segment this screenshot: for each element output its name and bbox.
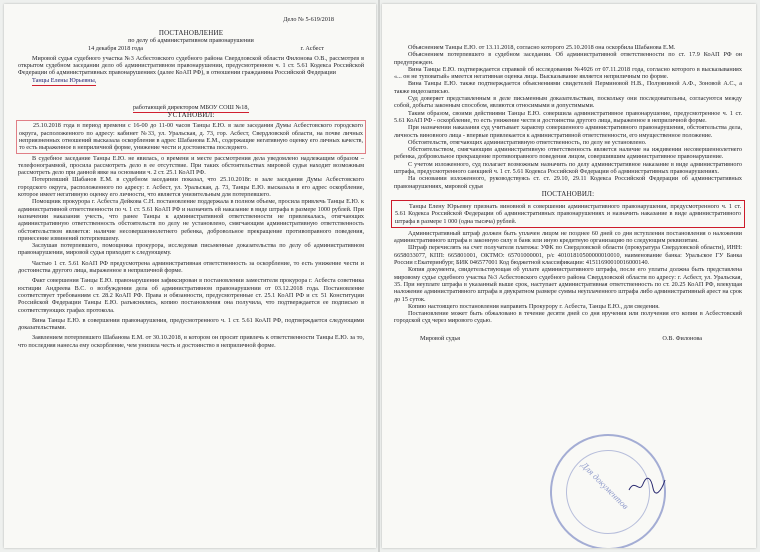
- defendant-name-text: Танцы Елены Юрьевны,: [32, 76, 97, 84]
- judge-signature-icon: [627, 474, 667, 496]
- court-stamp-text: Для документов: [579, 460, 631, 512]
- body-paragraph: Объяснением Танцы Е.Ю. от 13.11.2018, согласно которого 25.10.2018 она оскорбила Шабанова Е.М.: [408, 44, 676, 51]
- body-paragraph: Помощник прокурора г. Асбеста Дейкова С.Н. постановление поддержала в полном объеме, просила привлечь Танцы Е.Ю. к административной ответственности по ч. 1 ст. 5.61 КоАП РФ и назначить ей наказание в виде штрафа в размере 1000 рублей. При назначении наказания учесть, что ранее Танцы к административной ответственности не привлекалась, отягчающих административную ответственность обстоятельств по делу не установлено, смягчающим административную ответственность обстоятельством является: наличие несовершеннолетнего ребенка, добровольное прекращение противоправного поведения, принесение извинений потерпевшему.: [18, 198, 364, 242]
- body-paragraph: С учетом изложенного, суд полагает возможным назначить по делу административное наказание в виде административного штрафа, предусмотренного санкцией ч. 1 ст. 5.61 Кодекса Российской Федерации об административных правонарушениях.: [394, 160, 742, 176]
- body-paragraph: Заявлением потерпевшего Шабанова Е.М. от 30.10.2018, в котором он просит привлечь к ответственности Танцы Е.Ю. за то, что последняя нанесла ему оскорбление, чем унизила честь и достоинство в неприличной форме.: [18, 334, 364, 349]
- body-paragraph: В судебное заседание Танцы Е.Ю. не явилась, о времени и месте рассмотрения дела уведомлено надлежащим образом – телефонограммой, просила рассмотреть дело в ее отсутствие. При таких обстоятельствах мировой судья находит возможным рассмотреть дело при данной явке на основании ч. 2 ст. 25.1 КоАП РФ.: [18, 154, 364, 177]
- body-paragraph: Таким образом, своими действиями Танцы Е.Ю. совершила административное правонарушение, предусмотренное ч. 1 ст. 5.61 КоАП РФ - оскорбление, то есть унижение чести и достоинства другого лица, выраженное в неприличной форме.: [394, 109, 742, 124]
- body-paragraph: На основании изложенного, руководствуясь ст. ст. 29.10, 29.11 Кодекса Российской Федерации об административных правонарушениях, мировой судья: [394, 175, 742, 190]
- body-paragraph: Вина Танцы Е.Ю. подтверждается справкой об исследовании №4926 от 07.11.2018 года, согласно которого в высказываниях «... он не туповатый» имеется негативная оценка лица. Высказывание является неприличным по форме.: [394, 65, 742, 81]
- decision-place: г. Асбест: [300, 44, 324, 52]
- body-paragraph: Вина Танцы Е.Ю. в совершении правонарушения, предусмотренного ч. 1 ст. 5.61 КоАП РФ, подтверждается следующими доказательствами.: [18, 316, 364, 332]
- left-page: [4, 4, 376, 548]
- body-paragraph: Обстоятельств, отягчающих административную ответственность, по делу не установлено.: [408, 138, 647, 146]
- signature-row: [394, 335, 742, 342]
- body-paragraph: Копию настоящего постановления направить Прокурору г. Асбеста, Танцы Е.Ю., для сведения.: [408, 302, 660, 310]
- body-paragraph: Факт совершения Танцы Е.Ю. правонарушения зафиксирован в постановлении заместителя прокурора г. Асбеста советника юстиции Андреева В.С. о возбуждении дела об административном правонарушении от 03.12.2018 года. Постановление соответствует требованиям ст. 28.2 КоАП РФ. Права и обязанности, предусмотренные ст. 25.1 КоАП РФ и ст. 51 Конституции Российской Федерации Танцы Е.Ю. разъяснялись, копию постановления она получила, что подтверждается ее подписью в соответствующих графах протокола.: [18, 277, 364, 314]
- body-paragraph: Потерпевший Шабанов Е.М. в судебном заседании показал, что 25.10.2018г. в зале заседания Думы Асбестовского городского округа, расположенного по адресу: г. Асбест, ул. Уральская, д. 73, Танцы Е.Ю. высказала в его адрес оскорбление, которое имеет негативную оценку его личности, что является унизительным для потерпевшего.: [18, 176, 364, 199]
- body-paragraph: Постановление может быть обжаловано в течение десяти дней со дня вручения или получения его копии в Асбестовский городской суд через мирового судью.: [394, 310, 742, 325]
- right-page: [382, 4, 756, 548]
- defendant-name: [18, 77, 364, 84]
- date-place-row: [18, 45, 364, 52]
- offence-paragraph-box: [16, 120, 366, 153]
- verdict-paragraph: Танцы Елену Юрьевну признать виновной в совершении административного правонарушения, предусмотренного ч. 1 ст. 5.61 Кодекса Российской Федерации об административных правонарушениях и назначить наказание в виде административного штрафа в размере 1 000 (одна тысяча) рублей.: [395, 202, 741, 225]
- offence-paragraph: 25.10.2018 года в период времени с 16-00 до 11-00 часов Танцы Е.Ю. в зале заседания Думы Асбестовского городского округа, расположенного по адресу: кабинет №33, ул. Уральская, д. 73, гор. Асбест, Свердловской области, на почве личных неприязненных отношений высказала оскорбления в адрес Шабанова Е.М., содержащие негативную оценку его личных качеств, то есть выраженное в неприличной форме, унижение чести и достоинства последнего.: [19, 122, 363, 152]
- document-subtitle: по делу об административном правонарушении: [128, 37, 254, 45]
- body-paragraph: Вина Танцы Е.Ю. также подтверждается объяснениями свидетелей Перминовой Н.В., Полуяниной А.Ф., Зоновой А.С., а также видеозаписью.: [394, 80, 742, 95]
- body-paragraph: Штраф перечислять на счет получателя платежа: УФК по Свердловской области (прокуратура Свердловской области), ИНН: 6658033077, КПП: 665801001, ОКТМО: 65701000001, р/с 40101810500000010010, наименование банка: Уральское ГУ Банка России г.Екатеринбург, БИК 046577001 Код бюджетной классификации: 41511690010016000140.: [394, 244, 742, 267]
- right-page-content: [394, 44, 742, 342]
- judge-name: О.В. Филонова: [662, 334, 702, 342]
- body-paragraph: При назначении наказания суд учитывает характер совершенного административного правонарушения, обстоятельства дела, личность виновного лица - впервые привлекается к административной ответственности, его имущественное положение.: [394, 124, 742, 139]
- established-heading: УСТАНОВИЛ:: [167, 111, 215, 120]
- body-paragraph: Обстоятельством, смягчающим административную ответственность является наличие на иждивении несовершеннолетнего ребенка, добровольное прекращение противоправного поведения лицом, совершившим административное правонарушение.: [394, 146, 742, 161]
- defendant-position-text: работающей директором МБОУ СОШ №18,: [132, 104, 250, 112]
- body-paragraph: Заслушав потерпевшего, помощника прокурора, исследовав письменные доказательства по делу об административном правонарушении, мировой судья приходит к следующему.: [18, 242, 364, 257]
- judge-title: Мировой судья: [420, 334, 461, 342]
- decision-date: 14 декабря 2018 года: [88, 44, 144, 52]
- case-number: Дело № 5-619/2018: [283, 16, 334, 23]
- intro-paragraph: Мировой судья судебного участка №3 Асбестовского судебного района Свердловской области Филонова О.В., рассмотрев в открытом судебном заседании дело об административном правонарушении, предусмотренном ч. 1 ст. 5.61 Кодекса Российской Федерации об административных правонарушениях (далее КоАП РФ), в отношении гражданина Российской Федерации: [18, 54, 364, 77]
- defendant-position: [18, 104, 364, 111]
- page-fold: [378, 0, 380, 552]
- body-paragraph: Объяснением потерпевшего в судебном заседании. Об административной ответственности по ст. 17.9 КоАП РФ он предупрежден.: [394, 51, 742, 66]
- body-paragraph: Частью 1 ст. 5.61 КоАП РФ предусмотрена административная ответственность за оскорбление, то есть унижение чести и достоинства другого лица, выраженное в неприличной форме.: [18, 259, 364, 275]
- body-paragraph: Административный штраф должен быть уплачен лицом не позднее 60 дней со дня вступления постановления о наложении административного штрафа в законную силу в банк или иную кредитную организацию по следующим реквизитам.: [394, 229, 742, 245]
- verdict-box: [391, 200, 745, 228]
- resolved-heading: ПОСТАНОВИЛ:: [541, 189, 595, 198]
- case-number-row: [18, 16, 364, 23]
- body-paragraph: Суд доверяет представленным в деле письменным доказательствам, поскольку они последовательны, согласуются между собой, добыты законным способом, являются относимыми и допустимыми.: [394, 95, 742, 110]
- document-title: ПОСТАНОВЛЕНИЕ: [158, 29, 224, 38]
- body-paragraph: Копия документа, свидетельствующая об уплате административного штрафа, после его уплаты должна быть представлена мировому судье судебного участка №3 Асбестовского судебного района Свердловской области по адресу: г. Асбест, ул. Уральская, 35. При неуплате штрафа в указанный выше срок, наступает административная ответственность по ст. 20.25 КоАП РФ, влекущая наложение административного штрафа в двукратном размере суммы неуплаченного штрафа либо административный арест на срок до 15 суток.: [394, 266, 742, 303]
- left-page-content: [18, 16, 364, 349]
